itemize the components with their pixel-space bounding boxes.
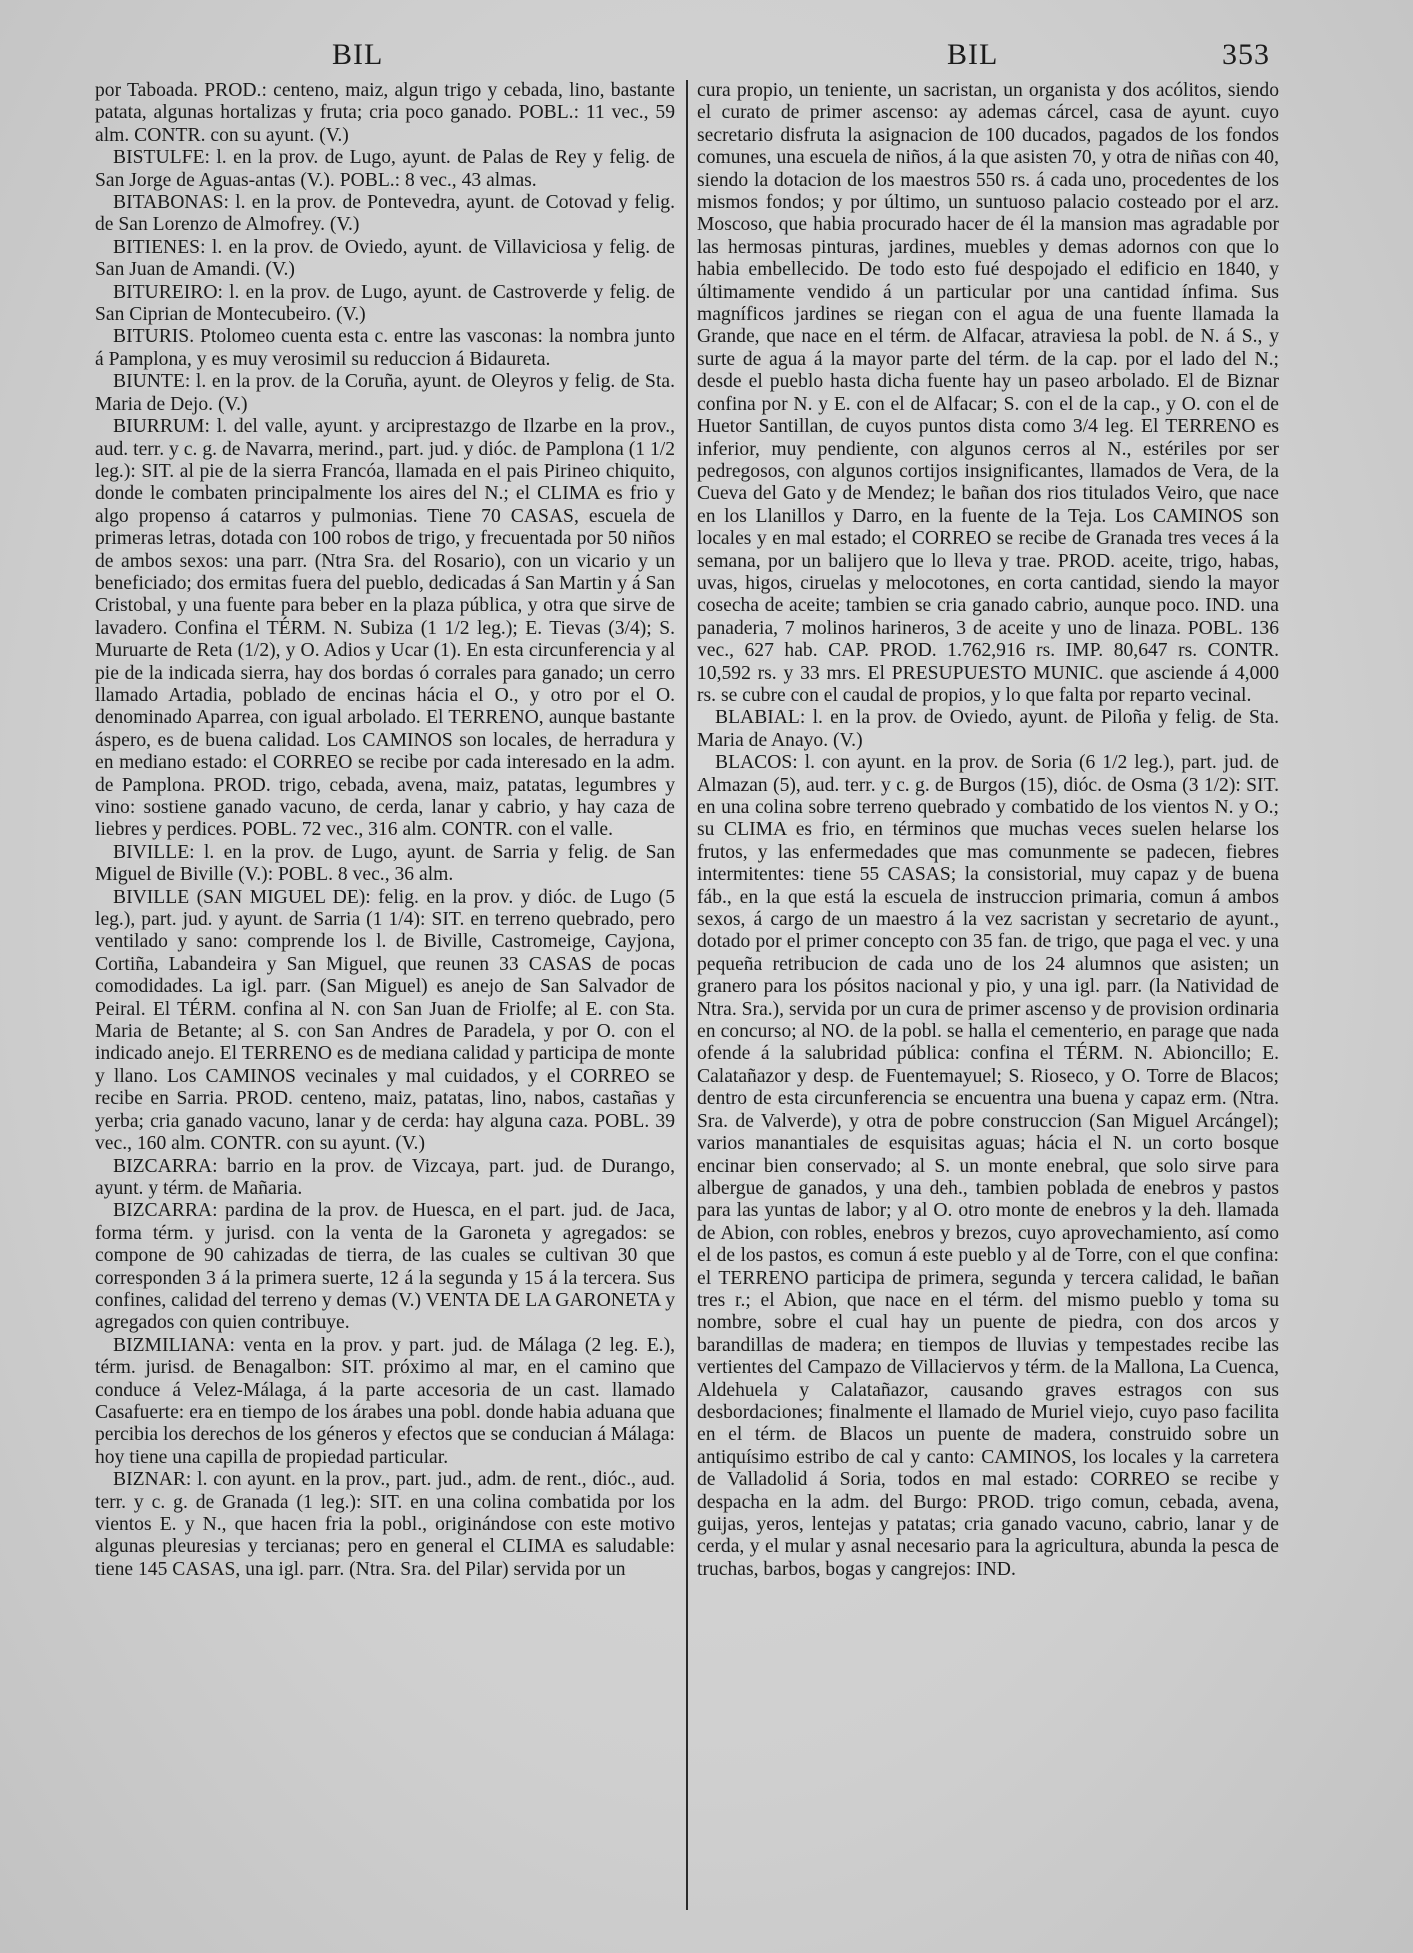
entry-paragraph: BLABIAL: l. en la prov. de Oviedo, ayunt. de Piloña y felig. de Sta. Maria de Anayo. (V.)	[697, 707, 1279, 751]
entry-paragraph: BLACOS: l. con ayunt. en la prov. de Soria (6 1/2 leg.), part. jud. de Almazan (5), aud. terr. y c. g. de Burgos (15), dióc. de Osma (3 1/2): SIT. en una colina sobre terreno quebrado y combatido de los vientos N. y O.; su CLIMA es frio, en términos que muchas veces suelen helarse los frutos, y las enfermedades que mas comunmente se padecen, fiebres intermitentes: tiene 55 CASAS; la consistorial, muy capaz y de buena fáb., en la que está la escuela de instruccion primaria, comun á ambos sexos, á cargo de un maestro á la vez sacristan y secretario de ayunt., dotado por el primer concepto con 35 fan. de trigo, que paga el vec. y una pequeña retribucion de cada uno de los 24 alumnos que asisten; un granero para los pósitos nacional y pio, y una igl. parr. (la Natividad de Ntra. Sra.), servida por un cura de primer ascenso y de provision ordinaria en concurso; al NO. de la pobl. se halla el cementerio, en parage que nada ofende á la salubridad pública: confina el TÉRM. N. Abioncillo; E. Calatañazor y desp. de Fuentemayuel; S. Rioseco, y O. Torre de Blacos; dentro de esta circunferencia se encuentra una buena y capaz erm. (Ntra. Sra. de Valverde), y otra de pobre construccion (San Miguel Arcángel); varios manantiales de esquisitas aguas; hácia el N. un corto bosque encinar bien conservado; al S. un monte enebral, que solo sirve para albergue de ganados, y una deh., tambien poblada de enebros y pastos para las yuntas de labor; y al O. otro monte de enebros y la deh. llamada de Abion, con robles, enebros y brezos, cuyo aprovechamiento, así como el de los pastos, es comun á este pueblo y al de Torre, con el que confina: el TERRENO participa de primera, segunda y tercera calidad, le bañan tres r.; el Abion, que nace en el térm. del mismo pueblo y toma su nombre, sobre el cual hay un puente de piedra, con dos arcos y barandillas de madera; en tiempos de lluvias y tempestades recibe las vertientes del Campazo de Villaciervos y térm. de la Mallona, La Cuenca, Aldehuela y Calatañazor, causando graves estragos con sus desbordaciones; finalmente el llamado de Muriel viejo, cuyo paso facilita en el térm. de Blacos un puente de madera, construido sobre un antiquísimo estribo de cal y canto: CAMINOS, los locales y la carretera de Valladolid á Soria, todos en mal estado: CORREO se recibe y despacha en la adm. del Burgo: PROD. trigo comun, cebada, avena, guijas, yeros, lentejas y patatas; cria ganado vacuno, cabrio, lanar y de cerda, y el mular y asnal necesario para la agricultura, abunda la pesca de truchas, barbos, bogas y cangrejos: IND.	[697, 752, 1279, 1580]
entry-paragraph: BIUNTE: l. en la prov. de la Coruña, ayunt. de Oleyros y felig. de Sta. Maria de Dejo. (V.)	[95, 371, 675, 415]
left-column	[95, 80, 675, 1910]
right-column	[697, 80, 1279, 1910]
entry-paragraph: BITURIS. Ptolomeo cuenta esta c. entre las vasconas: la nombra junto á Pamplona, y es muy verosimil su reduccion á Bidaureta.	[95, 326, 675, 370]
running-header-left: BIL	[332, 38, 384, 71]
entry-paragraph: por Taboada. PROD.: centeno, maiz, algun trigo y cebada, lino, bastante patata, algunas hortalizas y fruta; cria poco ganado. POBL.: 11 vec., 59 alm. CONTR. con su ayunt. (V.)	[95, 80, 675, 146]
running-header-right: BIL	[947, 38, 999, 71]
entry-paragraph: BITABONAS: l. en la prov. de Pontevedra, ayunt. de Cotovad y felig. de San Lorenzo de Almofrey. (V.)	[95, 192, 675, 236]
entry-paragraph: BITUREIRO: l. en la prov. de Lugo, ayunt. de Castroverde y felig. de San Ciprian de Montecubeiro. (V.)	[95, 281, 675, 326]
entry-paragraph: BITIENES: l. en la prov. de Oviedo, ayunt. de Villaviciosa y felig. de San Juan de Amandi. (V.)	[95, 236, 675, 281]
entry-paragraph: cura propio, un teniente, un sacristan, un organista y dos acólitos, siendo el curato de primer ascenso: ay ademas cárcel, casa de ayunt. cuyo secretario disfruta la asignacion de 100 ducados, pagados de los fondos comunes, una escuela de niños, á la que asisten 70, y otra de niñas con 40, siendo la dotacion de los maestros 550 rs. á cada uno, procedentes de los mismos fondos; y por último, un suntuoso palacio costeado por el arz. Moscoso, que habia procurado hacer de él la mansion mas agradable por las hermosas pinturas, jardines, muebles y demas adornos con que lo habia embellecido. De todo esto fué despojado el edificio en 1840, y últimamente vendido á un particular por una cantidad ínfima. Sus magníficos jardines se riegan con el agua de una fuente llamada la Grande, que nace en el térm. de Alfacar, atraviesa la pobl. de N. á S., y surte de agua á la mayor parte del térm. de la cap. por el lado del N.; desde el pueblo hasta dicha fuente hay un paseo arbolado. El de Biznar confina por N. y E. con el de Alfacar; S. con el de la cap., y O. con el de Huetor Santillan, de cuyos puntos dista como 3/4 leg. El TERRENO es inferior, muy pendiente, con algunos cerros al N., estériles por ser pedregosos, con algunos cortijos insignificantes, llamados de Vera, de la Cueva del Gato y de Mendez; le bañan dos rios titulados Veiro, que nace en los Llanillos y Darro, en la fuente de la Teja. Los CAMINOS son locales y en mal estado; el CORREO se recibe de Granada tres veces á la semana, por un balijero que lo lleva y trae. PROD. aceite, trigo, habas, uvas, higos, ciruelas y melocotones, en corta cantidad, siendo la mayor cosecha de aceite; tambien se cria ganado cabrio, aunque poco. IND. una panaderia, 7 molinos harineros, 3 de aceite y uno de linaza. POBL. 136 vec., 627 hab. CAP. PROD. 1.762,916 rs. IMP. 80,647 rs. CONTR. 10,592 rs. y 33 mrs. El PRESUPUESTO MUNIC. que asciende á 4,000 rs. se cubre con el caudal de propios, y lo que falta por reparto vecinal.	[697, 80, 1279, 706]
page-number: 353	[1222, 38, 1270, 71]
entry-paragraph: BIURRUM: l. del valle, ayunt. y arciprestazgo de Ilzarbe en la prov., aud. terr. y c. g. de Navarra, merind., part. jud. y dióc. de Pamplona (1 1/2 leg.): SIT. al pie de la sierra Francóa, llamada en el pais Pirineo chiquito, donde le combaten principalmente los aires del N.; el CLIMA es frio y algo propenso á catarros y pulmonias. Tiene 70 CASAS, escuela de primeras letras, dotada con 100 robos de trigo, y frecuentada por 50 niños de ambos sexos: una parr. (Ntra Sra. del Rosario), con un vicario y un beneficiado; dos ermitas fuera del pueblo, dedicadas á San Martin y á San Cristobal, y una fuente para beber en la plaza pública, y otra que sirve de lavadero. Confina el TÉRM. N. Subiza (1 1/2 leg.); E. Tievas (3/4); S. Muruarte de Reta (1/2), y O. Adios y Ucar (1). En esta circunferencia y al pie de la indicada sierra, hay dos bordas ó corrales para ganado; un cerro llamado Artadia, poblado de encinas hácia el O., y otro por el O. denominado Aparrea, con igual arbolado. El TERRENO, aunque bastante áspero, es de buena calidad. Los CAMINOS son locales, de herradura y en mediano estado: el CORREO se recibe por cada interesado en la adm. de Pamplona. PROD. trigo, cebada, avena, maiz, patatas, legumbres y vino: sostiene ganado vacuno, de cerda, lanar y cabrio, y hay caza de liebres y perdices. POBL. 72 vec., 316 alm. CONTR. con el valle.	[95, 416, 675, 841]
entry-paragraph: BIVILLE: l. en la prov. de Lugo, ayunt. de Sarria y felig. de San Miguel de Biville (V.): POBL. 8 vec., 36 alm.	[95, 841, 675, 886]
entry-paragraph: BIZCARRA: barrio en la prov. de Vizcaya, part. jud. de Durango, ayunt. y térm. de Mañaria.	[95, 1155, 675, 1199]
entry-paragraph: BIVILLE (SAN MIGUEL DE): felig. en la prov. y dióc. de Lugo (5 leg.), part. jud. y ayunt. de Sarria (1 1/4): SIT. en terreno quebrado, pero ventilado y sano: comprende los l. de Biville, Castromeige, Cayjona, Cortiña, Labandeira y San Miguel, que reunen 33 CASAS de pocas comodidades. La igl. parr. (San Miguel) es anejo de San Salvador de Peiral. El TÉRM. confina al N. con San Juan de Friolfe; al E. con Sta. Maria de Betante; al S. con San Andres de Paradela, y por O. con el indicado anejo. El TERRENO es de mediana calidad y participa de monte y llano. Los CAMINOS vecinales y mal cuidados, y el CORREO se recibe en Sarria. PROD. centeno, maiz, patatas, lino, nabos, castañas y yerba; cria ganado vacuno, lanar y de cerda: hay alguna caza. POBL. 39 vec., 160 alm. CONTR. con su ayunt. (V.)	[95, 886, 675, 1155]
entry-paragraph: BISTULFE: l. en la prov. de Lugo, ayunt. de Palas de Rey y felig. de San Jorge de Aguas-antas (V.). POBL.: 8 vec., 43 almas.	[95, 147, 675, 191]
entry-paragraph: BIZMILIANA: venta en la prov. y part. jud. de Málaga (2 leg. E.), térm. jurisd. de Benagalbon: SIT. próximo al mar, en el camino que conduce á Velez-Málaga, á la parte accesoria de un cast. llamado Casafuerte: era en tiempo de los árabes una pobl. donde habia aduana que percibia los derechos de los géneros y efectos que se conducian á Málaga: hoy tiene una capilla de propiedad particular.	[95, 1334, 675, 1468]
entry-paragraph: BIZNAR: l. con ayunt. en la prov., part. jud., adm. de rent., dióc., aud. terr. y c. g. de Granada (1 leg.): SIT. en una colina combatida por los vientos E. y N., que hacen fria la pobl., originándose con este motivo algunas pleuresias y tercianas; pero en general el CLIMA es saludable: tiene 145 CASAS, una igl. parr. (Ntra. Sra. del Pilar) servida por un	[95, 1469, 675, 1580]
column-divider	[686, 80, 688, 1910]
entry-paragraph: BIZCARRA: pardina de la prov. de Huesca, en el part. jud. de Jaca, forma térm. y jurisd. con la venta de la Garoneta y agregados: se compone de 90 cahizadas de tierra, de las cuales se cultivan 30 que corresponden 3 á la primera suerte, 12 á la segunda y 15 á la tercera. Sus confines, calidad del terreno y demas (V.) VENTA DE LA GARONETA y agregados con quien contribuye.	[95, 1200, 675, 1334]
